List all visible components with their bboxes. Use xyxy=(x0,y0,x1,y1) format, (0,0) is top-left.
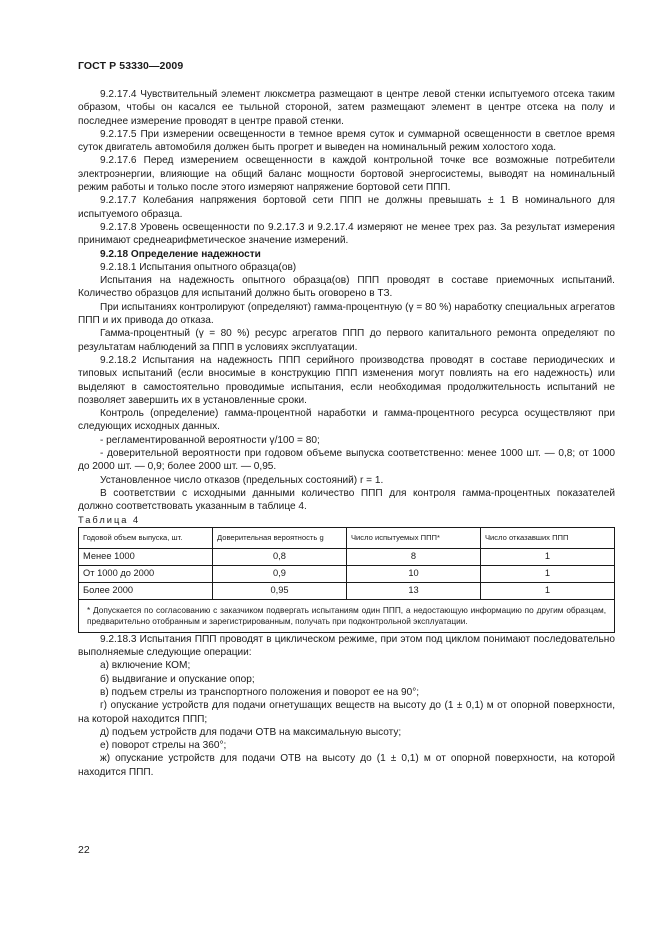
paragraph: Установленное число отказов (предельных состояний) r = 1. xyxy=(100,474,384,486)
table-cell: От 1000 до 2000 xyxy=(79,565,213,582)
section-heading: 9.2.18 Определение надежности xyxy=(100,248,261,260)
table-cell: 1 xyxy=(481,548,615,565)
list-item: б) выдвигание и опускание опор; xyxy=(100,673,255,685)
paragraph: 9.2.17.5 При измерении освещенности в темное время суток и суммарной освещенности в светлое время суток двигатель автомобиля должен быть прогрет и выведен на номинальный режим холостого хода. xyxy=(78,128,615,154)
data-table xyxy=(78,527,615,633)
table-cell: 8 xyxy=(347,548,481,565)
list-item: г) опускание устройств для подачи огнетушащих веществ на высоту до (1 ± 0,1) м от опорной поверхности, на которой находится ППП; xyxy=(78,700,615,725)
paragraph: 9.2.18.2 Испытания на надежность ППП серийного производства проводят в составе периодических и типовых испытаний (если вносимые в конструкцию ППП изменения могут повлиять на его надежность) или выделяют в самостоятельно проводимые испытания, если необходимая продолжительность испытаний не позволяет завершить их в установленные сроки. xyxy=(78,354,615,406)
paragraph: 9.2.17.8 Уровень освещенности по 9.2.17.3 и 9.2.17.4 измеряют не менее трех раз. За результат измерения принимают среднеарифметическое значение измерений. xyxy=(78,221,615,247)
column-header: Число испытуемых ППП* xyxy=(347,527,481,548)
body-text xyxy=(78,88,615,779)
table-note-row xyxy=(79,599,615,632)
paragraph: 9.2.17.7 Колебания напряжения бортовой сети ППП не должны превышать ± 1 В номинального для испытуемого образца. xyxy=(78,195,615,220)
paragraph: При испытаниях контролируют (определяют) гамма-процентную (γ = 80 %) наработку специальных агрегатов ППП и их привода до отказа. xyxy=(78,301,615,327)
table-cell: Более 2000 xyxy=(79,582,213,599)
table-cell: 1 xyxy=(481,565,615,582)
paragraph: Гамма-процентный (γ = 80 %) ресурс агрегатов ППП до первого капитального ремонта определяют по результатам наблюдений за ППП в условиях эксплуатации. xyxy=(78,328,615,353)
list-item: д) подъем устройств для подачи ОТВ на максимальную высоту; xyxy=(100,726,402,738)
column-header: Доверительная вероятность g xyxy=(213,527,347,548)
column-header: Число отказавших ППП xyxy=(481,527,615,548)
paragraph: 9.2.17.4 Чувствительный элемент люксметра размещают в центре левой стенки испытуемого отсека таким образом, чтобы он касался ее тыльной стороной, затем размещают элемент в центре отсека на полу и последнее измерение проводят в центре правой стенки. xyxy=(78,89,615,127)
table-cell: 1 xyxy=(481,582,615,599)
table-cell: Менее 1000 xyxy=(79,548,213,565)
list-item: - доверительной вероятности при годовом объеме выпуска соответственно: менее 1000 шт. — 0,8; от 1000 до 2000 шт. — 0,9; более 2000 шт. — 0,95. xyxy=(78,448,615,473)
list-item: ж) опускание устройств для подачи ОТВ на высоту до (1 ± 0,1) м от опорной поверхности, на которой находится ППП. xyxy=(78,753,615,778)
list-item: а) включение КОМ; xyxy=(100,660,191,672)
table-row xyxy=(79,565,615,582)
table-header-row xyxy=(79,527,615,548)
paragraph: 9.2.18.3 Испытания ППП проводят в циклическом режиме, при этом под циклом понимают последовательно выполняемые следующие операции: xyxy=(78,633,615,659)
paragraph: В соответствии с исходными данными количество ППП для контроля гамма-процентных показателей должно соответствовать указанным в таблице 4. xyxy=(78,487,615,513)
column-header: Годовой объем выпуска, шт. xyxy=(79,527,213,548)
table-row xyxy=(79,548,615,565)
table-caption: Таблица 4 xyxy=(78,514,141,525)
paragraph: 9.2.18.1 Испытания опытного образца(ов) xyxy=(100,261,297,273)
list-item: - регламентированной вероятности γ/100 = 80; xyxy=(100,434,320,446)
table-cell: 0,95 xyxy=(213,582,347,599)
table-footnote: * Допускается по согласованию с заказчиком подвергать испытаниям один ППП, а недостающую информацию по другим образцам, предварительно отобранным и зарегистрированным, получать при подконтрольной эксплуатации. xyxy=(79,599,615,632)
list-item: е) поворот стрелы на 360°; xyxy=(100,740,227,752)
paragraph: Испытания на надежность опытного образца(ов) ППП проводят в составе приемочных испытаний. Количество образцов для испытаний должно быть оговорено в ТЗ. xyxy=(78,275,615,300)
paragraph: Контроль (определение) гамма-процентной наработки и гамма-процентного ресурса осуществляют при следующих исходных данных. xyxy=(78,408,615,433)
table-cell: 13 xyxy=(347,582,481,599)
table-cell: 10 xyxy=(347,565,481,582)
list-item: в) подъем стрелы из транспортного положения и поворот ее на 90°; xyxy=(100,686,420,698)
page-number: 22 xyxy=(78,844,90,856)
table-row xyxy=(79,582,615,599)
paragraph: 9.2.17.6 Перед измерением освещенности в каждой контрольной точке все возможные потребители электроэнергии, влияющие на общий баланс мощности бортовой энергосистемы, выводят на номинальный режим работы и только после этого измеряют напряжение бортовой сети ППП. xyxy=(78,155,615,194)
table-cell: 0,8 xyxy=(213,548,347,565)
doc-header: ГОСТ Р 53330—2009 xyxy=(78,60,184,72)
table-cell: 0,9 xyxy=(213,565,347,582)
